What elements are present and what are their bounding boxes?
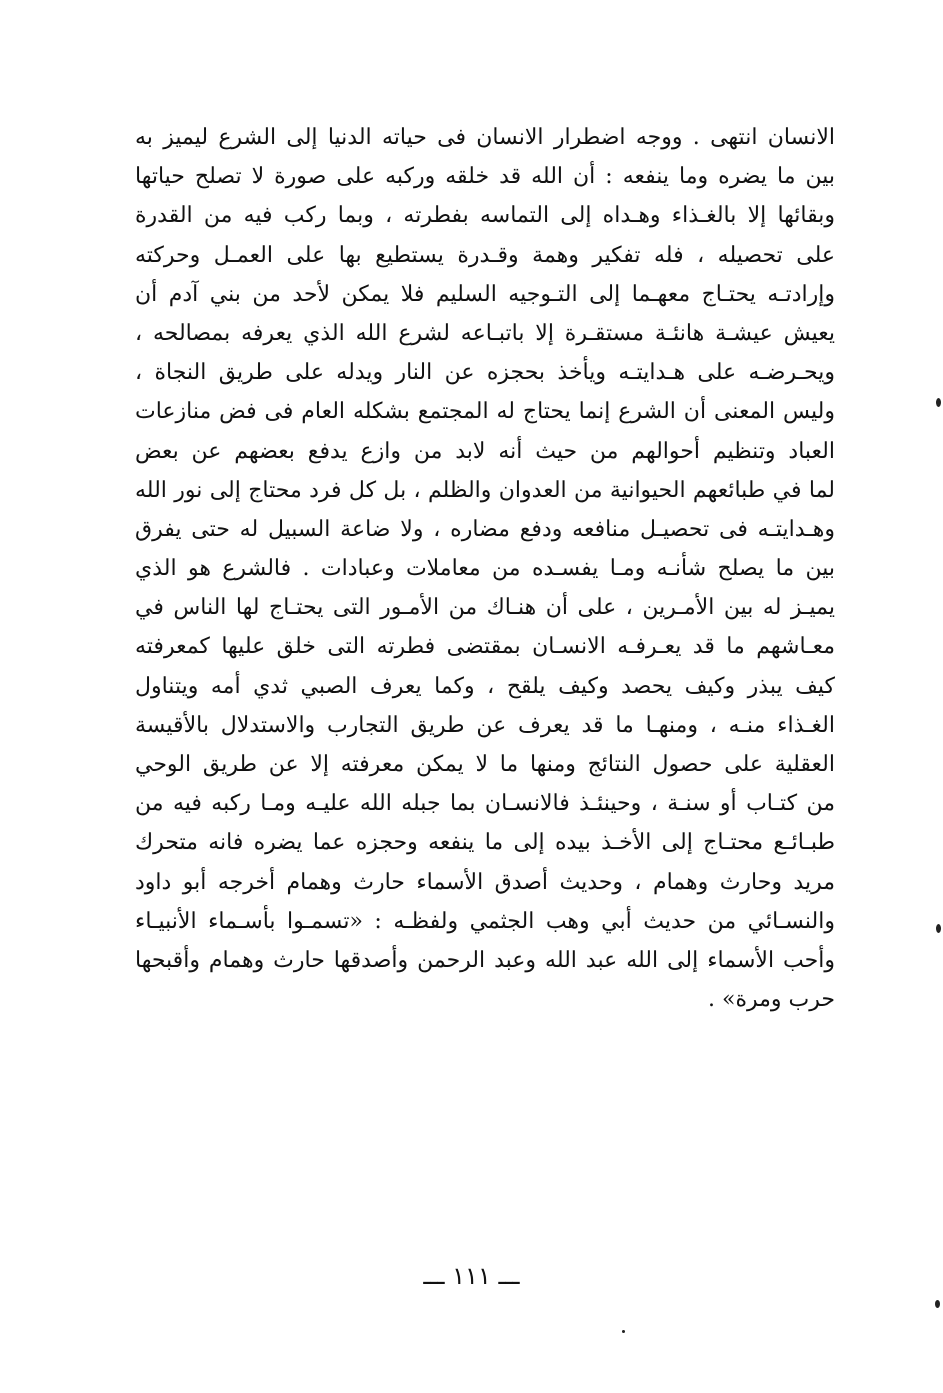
body-paragraph [135, 118, 835, 1019]
scan-speck [936, 398, 941, 407]
text-line: بين ما يصلح شأنـه ومـا يفسـده من معاملات وعبادات . فالشرع هو الذي [135, 556, 835, 582]
text-line: يميـز له بين الأمـرين ، على أن هنـاك من الأمـور التى يحتـاج لها الناس في [135, 595, 835, 621]
scan-speck [622, 1330, 625, 1333]
text-line: حرب ومرة» . [708, 987, 835, 1013]
text-line: وليس المعنى أن الشرع إنما يحتاج له المجتمع بشكله العام فى فض منازعات [135, 399, 835, 425]
text-line: وإرادتـه يحتـاج معهـما إلى التـوجيه السليم فلا يمكن لأحد من بني آدم أن [135, 281, 835, 307]
text-line: يعيش عيشـة هانئـة مستقـرة إلا باتبـاعه لشرع الله الذي يعرفه بمصالحه ، [135, 320, 835, 346]
text-line: طبـائـع محتـاج إلى الأخـذ بيده إلى ما ينفعه وحجزه عما يضره فانه متحرك [135, 830, 835, 856]
text-line: وهـدايتـه فى تحصيـل منافعه ودفع مضاره ، ولا ضاعة السبيل له حتى يفرق [135, 516, 835, 542]
text-line: العقلية على حصول النتائج ومنها ما لا يمكن معرفته إلا عن طريق الوحي [135, 752, 835, 777]
scan-speck [936, 924, 941, 933]
scan-speck [935, 1300, 940, 1308]
text-line: لما في طبائعهم الحيوانية من العدوان والظلم ، بل كل فرد محتاج إلى نور الله [135, 477, 835, 503]
text-line: والنسـائي من حديث أبي وهب الجثمي ولفظـه : «تسمـوا بأسـماء الأنبيـاء [135, 908, 835, 934]
text-line: كيف يبذر وكيف يحصد وكيف يلقح ، وكما يعرف الصبي ثدي أمه ويتناول [135, 673, 835, 699]
text-line: الانسان انتهى . ووجه اضطرار الانسان فى حياته الدنيا إلى الشرع ليميز به [135, 125, 835, 150]
text-line: معـاشهم ما قد يعـرفـه الانسـان بمقتضى فطرته التى خلق عليها كمعرفته [135, 634, 835, 660]
text-line: من كتـاب أو سنـة ، وحينئـذ فالانسـان بما جبله الله عليـه ومـا ركبه فيه من [135, 791, 835, 817]
page-number: ـــ ١١١ ـــ [423, 1262, 520, 1290]
text-line: مريد وحارث وهمام ، وحديث أصدق الأسماء حارث وهمام أخرجه أبو داود [135, 869, 835, 895]
text-line: الغـذاء منـه ، ومنهـا ما قد يعرف عن طريق التجارب والاستدلال بالأقيسة [135, 712, 835, 738]
text-line: بين ما يضره وما ينفعه : أن الله قد خلقه وركبه على صورة لا تصلح حياتها [135, 164, 835, 190]
text-line: وأحب الأسماء إلى الله عبد الله وعبد الرحمن وأصدقها حارث وهمام وأقبحها [135, 947, 835, 973]
text-line: على تحصيله ، فله تفكير وهمة وقـدرة يستطيع بها على العمـل وحركته [135, 242, 835, 268]
text-line: العباد وتنظيم أحوالهم من حيث أنه لابد من وازع يدفع بعضهم عن بعض [135, 438, 835, 464]
text-line: ويحـرضـه على هـدايتـه ويأخذ بحجزه عن النار ويدله على طريق النجاة ، [135, 360, 835, 386]
text-line: وبقائها إلا بالغـذاء وهـداه إلى التماسه بفطرته ، وبما ركب فيه من القدرة [135, 203, 835, 229]
